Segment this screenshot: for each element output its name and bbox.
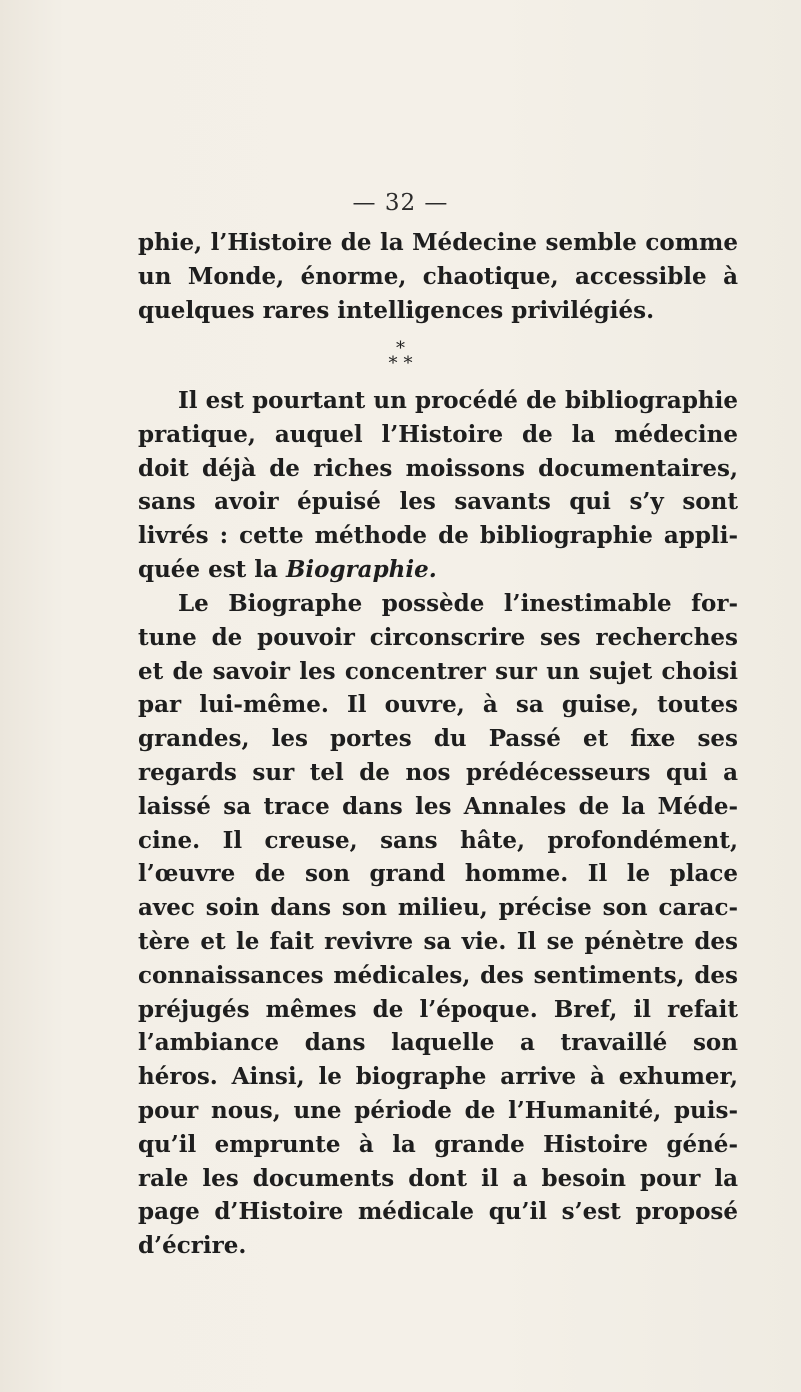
text-line: pour nous, une période de l’Humanité, puis- <box>138 1096 738 1124</box>
text-line: connaissances médicales, des sentiments, des <box>138 961 738 989</box>
text-line: laissé sa trace dans les Annales de la Méde- <box>138 792 738 820</box>
text-line: qu’il emprunte à la grande Histoire géné- <box>138 1130 738 1158</box>
text-line: tère et le fait revivre sa vie. Il se pénètre des <box>138 927 738 955</box>
text-line: tune de pouvoir circonscrire ses recherches <box>138 623 738 651</box>
text-line: l’œuvre de son grand homme. Il le place <box>138 860 738 888</box>
asterism-bottom: ** <box>388 353 419 374</box>
text-line: page d’Histoire médicale qu’il s’est proposé <box>138 1198 738 1226</box>
section-asterism <box>0 338 801 374</box>
text-line: d’écrire. <box>138 1232 247 1260</box>
text-line: cine. Il creuse, sans hâte, profondément, <box>138 826 738 854</box>
paragraph-bibliography <box>138 384 738 587</box>
text-line: préjugés mêmes de l’époque. Bref, il refait <box>138 995 738 1023</box>
text-line: avec soin dans son milieu, précise son carac- <box>138 894 738 922</box>
text-line: rale les documents dont il a besoin pour la <box>138 1164 738 1192</box>
text-line: Il est pourtant un procédé de bibliographie <box>178 387 738 414</box>
italic-term-biographie: Biographie. <box>285 555 437 583</box>
text-line: un Monde, énorme, chaotique, accessible à <box>138 262 738 290</box>
text-line: héros. Ainsi, le biographe arrive à exhumer, <box>138 1063 738 1091</box>
text-line <box>138 553 738 587</box>
text-line: par lui-même. Il ouvre, à sa guise, toutes <box>138 691 738 719</box>
asterism-top: * <box>396 338 405 359</box>
text-line: Le Biographe possède l’inestimable for- <box>178 590 738 617</box>
text-line: l’ambiance dans laquelle a travaillé son <box>138 1029 738 1057</box>
text-line: quelques rares intelligences privilégiés. <box>138 296 655 324</box>
text-line: et de savoir les concentrer sur un sujet choisi <box>138 657 738 685</box>
paragraph-biographe <box>138 587 738 1263</box>
text-line: pratique, auquel l’Histoire de la médecine <box>138 420 738 448</box>
text-fragment: quée est la <box>138 555 286 583</box>
text-line: livrés : cette méthode de bibliographie appli- <box>138 522 738 550</box>
text-line: regards sur tel de nos prédécesseurs qui a <box>138 758 738 786</box>
text-line: sans avoir épuisé les savants qui s’y sont <box>138 488 738 516</box>
text-line: doit déjà de riches moissons documentaires, <box>138 454 738 482</box>
text-line: grandes, les portes du Passé et fixe ses <box>138 725 738 753</box>
paragraph-continuation <box>138 226 738 327</box>
text-line: phie, l’Histoire de la Médecine semble comme <box>138 229 738 256</box>
page-number: — 32 — <box>352 190 449 216</box>
